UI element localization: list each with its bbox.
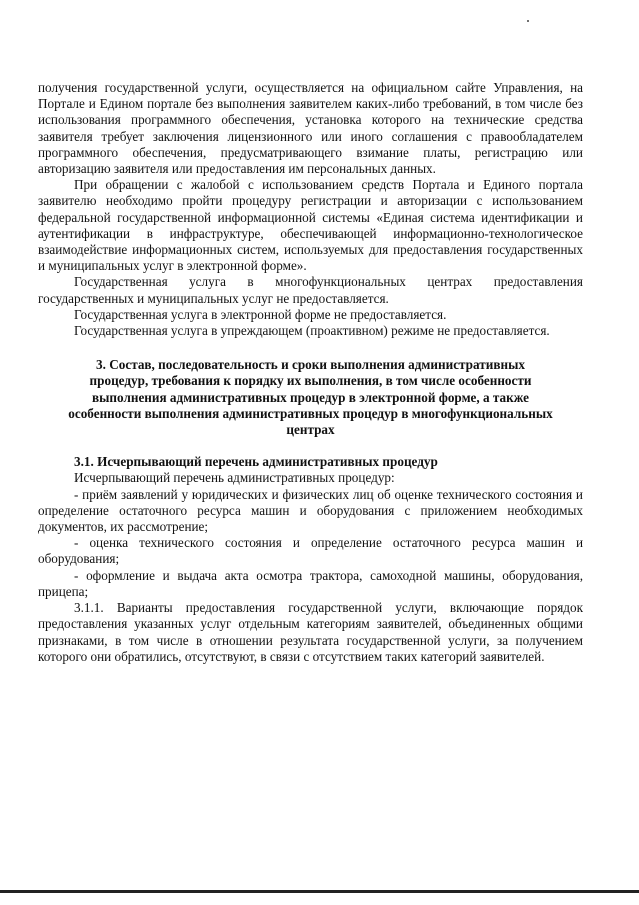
section-heading: 3. Состав, последовательность и сроки выполнения административных процедур, требования к порядку их выполнения, в том числе особенности выполнения административных процедур в электронной форме, а также особенности выполнения административных процедур в многофункциональных центрах xyxy=(68,357,553,438)
paragraph-continuation: получения государственной услуги, осуществляется на официальном сайте Управления, на Портале и Едином портале без выполнения заявителем каких-либо требований, в том числе без использования программного обеспечения, установка которого на технические средства заявителя требует заключения лицензионного или иного соглашения с правообладателем программного обеспечения, предусматривающего взимание платы, регистрацию или авторизацию заявителя или предоставления им персональных данных. xyxy=(38,80,583,177)
paragraph-mfc: Государственная услуга в многофункциональных центрах предоставления государственных и муниципальных услуг не предоставляется. xyxy=(38,274,583,306)
document-page xyxy=(38,80,583,665)
paragraph-complaint-portal: При обращении с жалобой с использованием средств Портала и Единого портала заявителю необходимо пройти процедуру регистрации и авторизации с использованием федеральной государственной информационной системы «Единая система идентификации и аутентификации в инфраструктуре, обеспечивающей информационно-технологическое взаимодействие информационных систем, используемых для предоставления государственных и муниципальных услуг в электронной форме». xyxy=(38,177,583,274)
page-bottom-edge xyxy=(0,890,639,893)
paragraph-list-intro: Исчерпывающий перечень административных процедур: xyxy=(74,470,395,486)
subsection-heading: 3.1. Исчерпывающий перечень административных процедур xyxy=(74,454,438,470)
spacer xyxy=(38,339,583,357)
list-item: - оценка технического состояния и определение остаточного ресурса машин и оборудования; xyxy=(38,535,583,567)
paragraph-electronic: Государственная услуга в электронной форме не предоставляется. xyxy=(74,306,447,322)
list-item: - оформление и выдача акта осмотра трактора, самоходной машины, оборудования, прицепа; xyxy=(38,567,583,599)
scan-speck xyxy=(527,20,529,22)
list-item: - приём заявлений у юридических и физических лиц об оценке технического состояния и определение остаточного ресурса машин и оборудования с приложением необходимых документов, их рассмотрение; xyxy=(38,486,583,535)
paragraph-variants: 3.1.1. Варианты предоставления государственной услуги, включающие порядок предоставления указанных услуг отдельным категориям заявителей, объединенных общими признаками, в том числе в отношении результата государственной услуги, за получением которого они обратились, отсутствуют, в связи с отсутствием таких категорий заявителей. xyxy=(38,600,583,664)
paragraph-proactive: Государственная услуга в упреждающем (проактивном) режиме не предоставляется. xyxy=(74,323,550,339)
